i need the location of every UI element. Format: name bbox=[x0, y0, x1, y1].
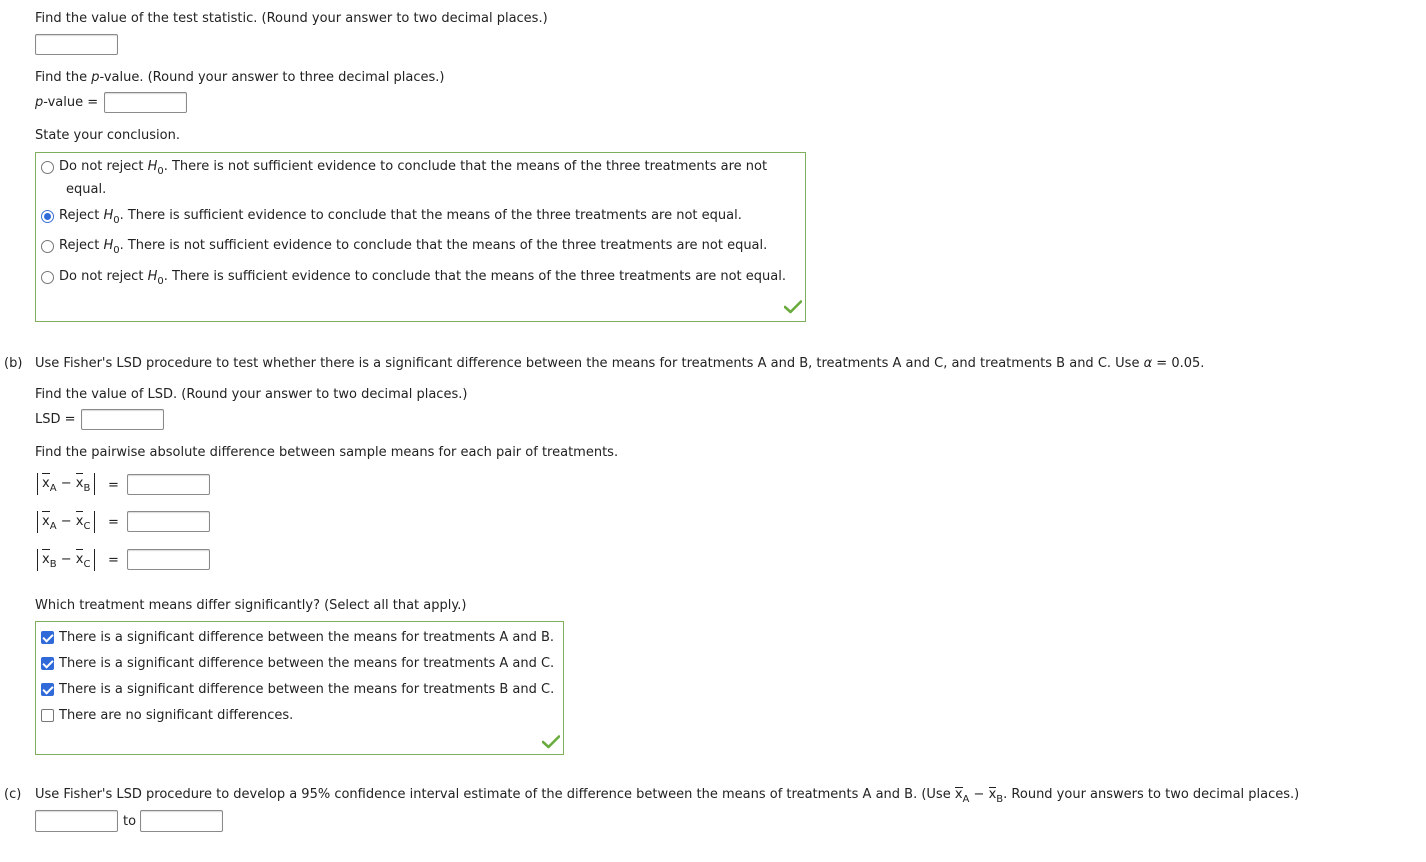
conclusion-options-box bbox=[35, 152, 806, 322]
pair-ac-input[interactable] bbox=[127, 511, 210, 532]
checkbox-bc-label: There is a significant difference between the means for treatments B and C. bbox=[59, 682, 555, 697]
significance-options-box bbox=[35, 621, 564, 755]
pair-bc-equals: = bbox=[108, 553, 119, 568]
part-b-question: Use Fisher's LSD procedure to test whether there is a significant difference between the means for treatments A and B, treatments A and C, and treatments B and C. Use α = 0.05. bbox=[35, 356, 1205, 371]
conclusion-radio-3[interactable] bbox=[41, 271, 54, 284]
ci-lower-input[interactable] bbox=[35, 810, 118, 832]
conclusion-option-3-label: Do not reject $H_0$. There is sufficient evidence to conclude that the means of the three treatments are not equal. bbox=[59, 269, 786, 287]
pvalue-input[interactable] bbox=[104, 92, 187, 113]
checkbox-ab[interactable] bbox=[41, 631, 54, 644]
part-c-label: (c) bbox=[4, 787, 22, 802]
test-statistic-prompt: Find the value of the test statistic. (Round your answer to two decimal places.) bbox=[35, 11, 548, 26]
conclusion-option-1-label: Reject $H_0$. There is sufficient evidence to conclude that the means of the three treatments are not equal. bbox=[59, 208, 742, 226]
correct-check-icon bbox=[542, 735, 560, 749]
pair-ab-expression: $x_A - x_B$ bbox=[37, 473, 95, 495]
conclusion-prompt: State your conclusion. bbox=[35, 128, 180, 143]
checkbox-ac-label: There is a significant difference between the means for treatments A and C. bbox=[59, 656, 555, 671]
pair-ac-equals: = bbox=[108, 515, 119, 530]
ci-upper-input[interactable] bbox=[140, 810, 223, 832]
pair-ab-input[interactable] bbox=[127, 474, 210, 495]
pair-bc-input[interactable] bbox=[127, 549, 210, 570]
conclusion-radio-1[interactable] bbox=[41, 210, 54, 223]
correct-check-icon bbox=[784, 300, 802, 314]
checkbox-bc[interactable] bbox=[41, 683, 54, 696]
which-differ-prompt: Which treatment means differ significantly? (Select all that apply.) bbox=[35, 598, 467, 613]
conclusion-radio-0[interactable] bbox=[41, 161, 54, 174]
checkbox-none-label: There are no significant differences. bbox=[59, 708, 294, 723]
conclusion-option-2-label: Reject $H_0$. There is not sufficient evidence to conclude that the means of the three treatments are not equal. bbox=[59, 238, 768, 256]
part-b-label: (b) bbox=[4, 356, 23, 371]
lsd-label: LSD = bbox=[35, 412, 76, 427]
pairwise-prompt: Find the pairwise absolute difference between sample means for each pair of treatments. bbox=[35, 445, 619, 460]
part-c-question: Use Fisher's LSD procedure to develop a 95% confidence interval estimate of the difference between the means of treatments A and B. (Use $x_A - x_B$. Round your answers to two decimal places.) bbox=[35, 787, 1300, 805]
test-statistic-input[interactable] bbox=[35, 34, 118, 55]
checkbox-ab-label: There is a significant difference between the means for treatments A and B. bbox=[59, 630, 555, 645]
ci-to-label: to bbox=[123, 814, 137, 829]
pair-ac-expression: $x_A - x_C$ bbox=[37, 511, 95, 533]
conclusion-option-0-label: Do not reject $H_0$. There is not sufficient evidence to conclude that the means of the three treatments are not bbox=[59, 159, 768, 177]
pvalue-prompt: Find the p-value. (Round your answer to three decimal places.) bbox=[35, 70, 445, 85]
pair-ab-equals: = bbox=[108, 478, 119, 493]
conclusion-radio-2[interactable] bbox=[41, 240, 54, 253]
pvalue-label: p-value = bbox=[35, 95, 99, 110]
conclusion-option-0-label-line2: equal. bbox=[66, 182, 107, 197]
lsd-input[interactable] bbox=[81, 409, 164, 430]
checkbox-none[interactable] bbox=[41, 709, 54, 722]
lsd-prompt: Find the value of LSD. (Round your answer to two decimal places.) bbox=[35, 387, 468, 402]
pair-bc-expression: $x_B - x_C$ bbox=[37, 549, 95, 571]
checkbox-ac[interactable] bbox=[41, 657, 54, 670]
